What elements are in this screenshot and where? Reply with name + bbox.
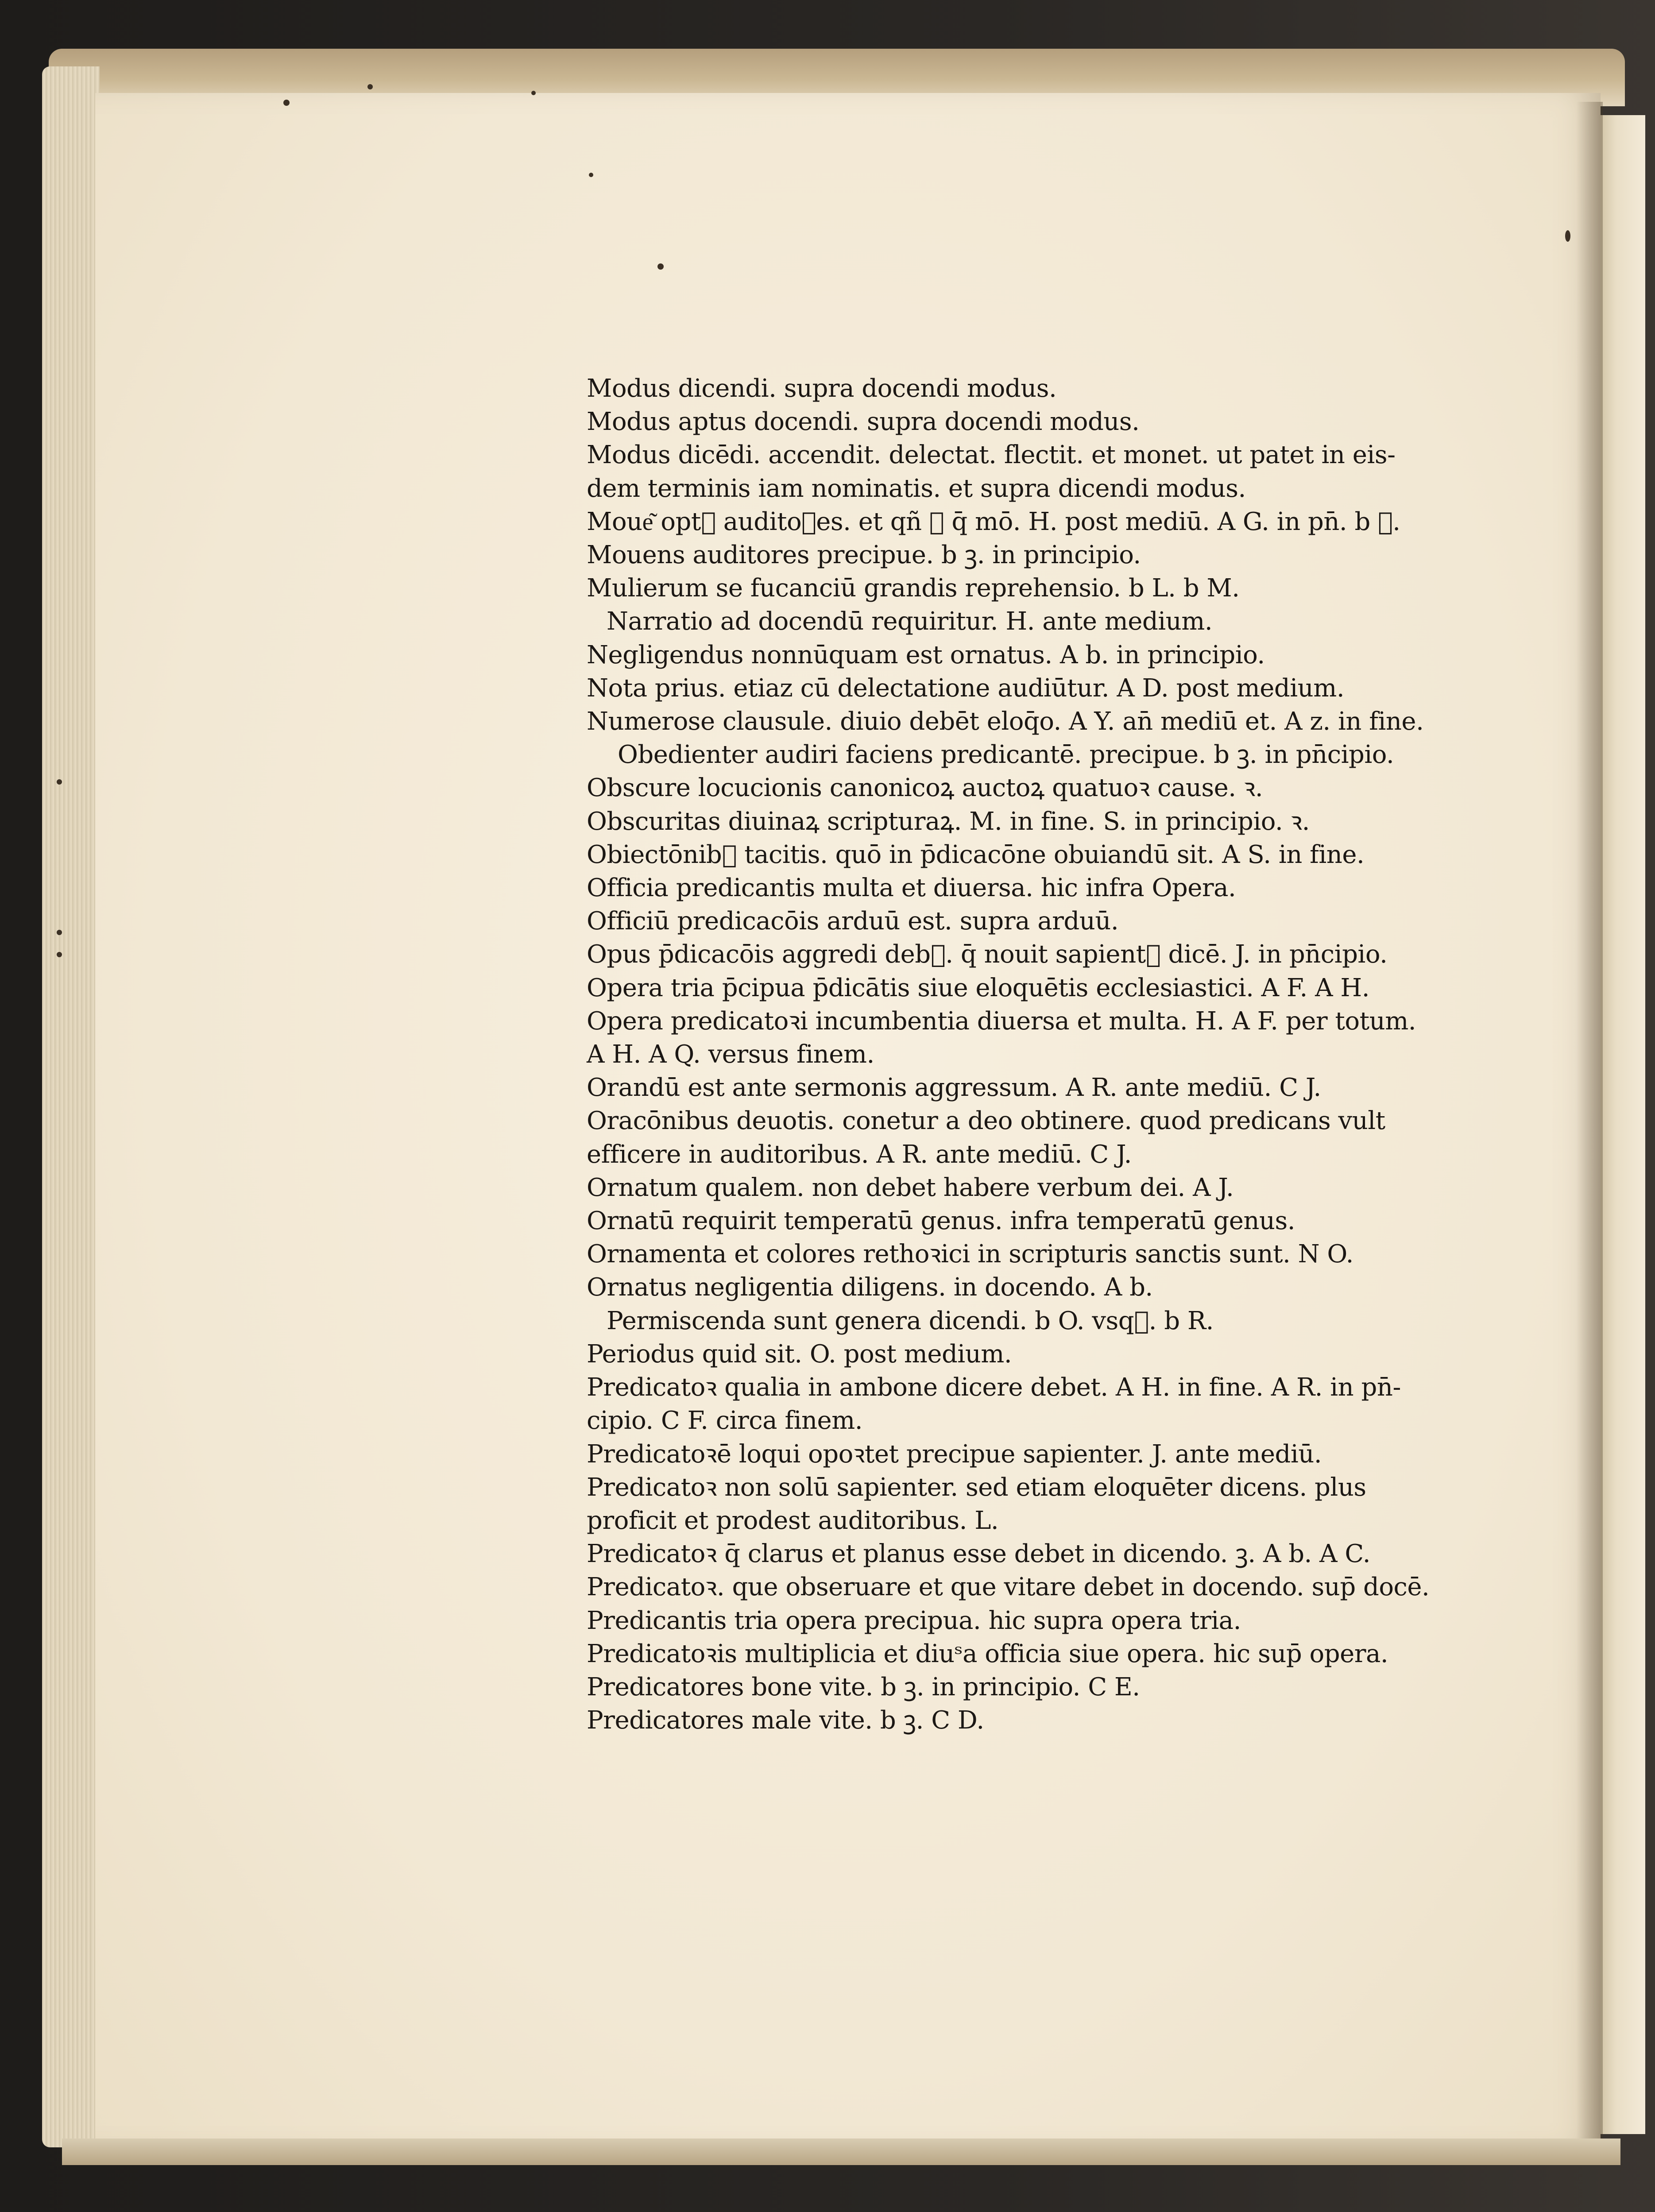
wormhole-mark <box>589 173 593 177</box>
index-entry: Ornatum qualem. non debet habere verbum dei. A J. <box>587 1173 1234 1202</box>
index-entry: Opus p̄dicacōis aggredi deb᷑. q̄ nouit sapient᷑ dicē. J. in pn̄cipio. <box>587 940 1388 969</box>
index-entry: Obscuritas diuinaꝝ scripturaꝝ. M. in fine. S. in principio. ꝛ. <box>587 807 1310 836</box>
index-entry: Nota prius. etiaz cū delectatione audiūtur. A D. post medium. <box>587 673 1345 703</box>
index-entry: Ornatū requirit temperatū genus. infra temperatū genus. <box>587 1207 1295 1236</box>
index-entry: Obedienter audiri faciens predicantē. precipue. b ꝫ. in pn̄cipio. <box>618 740 1394 770</box>
index-entry: Predicatoꝛē loqui opoꝛtet precipue sapienter. J. ante mediū. <box>587 1439 1322 1469</box>
index-text-block <box>587 372 1428 1737</box>
index-entry: Officiū predicacōis arduū est. supra arduū. <box>587 907 1119 936</box>
index-entry: Modus dicendi. supra docendi modus. <box>587 374 1057 403</box>
index-entry: Negligendus nonnūquam est ornatus. A b. in principio. <box>587 640 1265 669</box>
index-entry: Predicantis tria opera precipua. hic supra opera tria. <box>587 1606 1241 1635</box>
index-entry: Numerose clausule. diuio debēt eloq̄o. A Y. an̄ mediū et. A z. in fine. <box>587 707 1424 736</box>
index-entry: Predicatoꝛ non solū sapienter. sed etiam eloquēter dicens. plus <box>587 1473 1366 1502</box>
index-entry: Modus dicēdi. accendit. delectat. flectit. et monet. ut patet in eis- <box>587 441 1396 470</box>
index-entry: Predicatoꝛ. que obseruare et que vitare debet in docendo. sup̄ docē. <box>587 1573 1430 1602</box>
wormhole-mark <box>367 84 373 89</box>
book-page-edges <box>42 66 100 2147</box>
wormhole-mark <box>657 263 664 270</box>
index-entry: Moue͂ opt᷑ auditoꝛes. et qñ ꝛ q̄ mō. H. post mediū. A G. in pn̄. b ꝛ. <box>587 507 1400 536</box>
index-entry-continuation: dem terminis iam nominatis. et supra dicendi modus. <box>587 474 1246 503</box>
book-bottom-edge <box>62 2139 1620 2165</box>
wormhole-mark <box>57 779 62 785</box>
wormhole-mark <box>1565 230 1570 242</box>
index-entry: Opera predicatoꝛi incumbentia diuersa et multa. H. A F. per totum. <box>587 1006 1416 1036</box>
index-entry: Ornamenta et colores rethoꝛici in scripturis sanctis sunt. N O. <box>587 1240 1353 1269</box>
wormhole-mark <box>531 91 536 95</box>
binding-shadow <box>1576 102 1603 2147</box>
index-entry: Predicatores bone vite. b ꝫ. in principio. C E. <box>587 1672 1140 1702</box>
index-entry: Predicatoꝛ qualia in ambone dicere debet. A H. in fine. A R. in pn̄- <box>587 1373 1401 1402</box>
index-entry-continuation: efficere in auditoribus. A R. ante mediū. C J. <box>587 1140 1132 1169</box>
index-entry: Mulierum se fucanciū grandis reprehensio. b L. b M. <box>587 574 1240 603</box>
index-entry: Permiscenda sunt genera dicendi. b O. vsq᷑. b R. <box>607 1306 1214 1335</box>
index-entry: Opera tria p̄cipua p̄dicātis siue eloquētis ecclesiastici. A F. A H. <box>587 973 1370 1002</box>
index-entry-continuation: cipio. C F. circa finem. <box>587 1406 863 1435</box>
index-entry: Narratio ad docendū requiritur. H. ante medium. <box>607 607 1213 636</box>
index-entry: Obscure locucionis canonicoꝝ auctoꝝ quatuoꝛ cause. ꝛ. <box>587 773 1263 803</box>
index-entry-continuation: proficit et prodest auditoribus. L. <box>587 1506 999 1535</box>
index-entry: Periodus quid sit. O. post medium. <box>587 1339 1012 1369</box>
index-entry: Ornatus negligentia diligens. in docendo. A b. <box>587 1273 1153 1302</box>
index-entry: Obiectōnib᷑ tacitis. quō in p̄dicacōne obuiandū sit. A S. in fine. <box>587 840 1365 869</box>
wormhole-mark <box>57 952 62 957</box>
index-entry: Modus aptus docendi. supra docendi modus. <box>587 407 1140 437</box>
wormhole-mark <box>57 930 62 935</box>
index-entry-continuation: A H. A Q. versus finem. <box>587 1040 874 1069</box>
index-entry: Oracōnibus deuotis. conetur a deo obtinere. quod predicans vult <box>587 1106 1385 1136</box>
index-entry: Orandū est ante sermonis aggressum. A R. ante mediū. C J. <box>587 1073 1321 1102</box>
index-entry: Predicatores male vite. b ꝫ. C D. <box>587 1706 984 1735</box>
wormhole-mark <box>283 100 290 106</box>
index-entry: Officia predicantis multa et diuersa. hic infra Opera. <box>587 874 1236 903</box>
index-entry: Mouens auditores precipue. b ꝫ. in principio. <box>587 541 1141 570</box>
index-entry: Predicatoꝛis multiplicia et diuˢa officia siue opera. hic sup̄ opera. <box>587 1639 1388 1668</box>
index-entry: Predicatoꝛ q̄ clarus et planus esse debet in dicendo. ꝫ. A b. A C. <box>587 1539 1371 1569</box>
